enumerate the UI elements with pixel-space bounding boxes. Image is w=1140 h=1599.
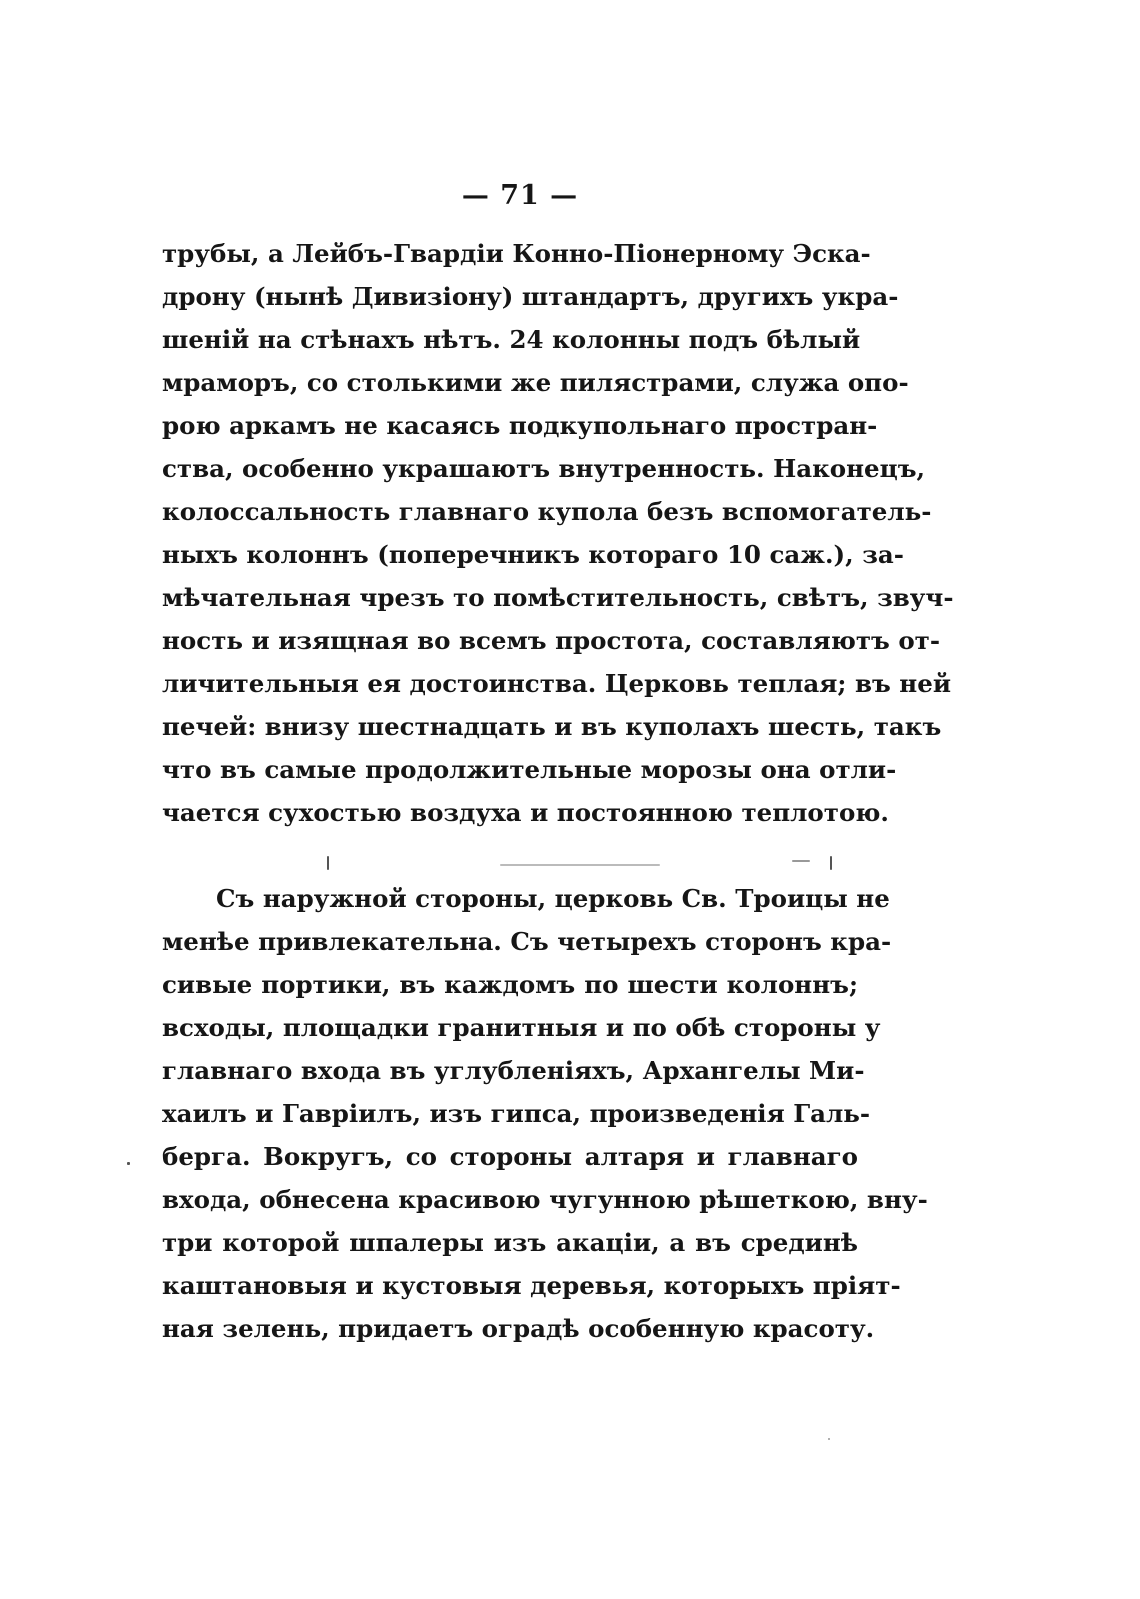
text-line: сивые портики, въ каждомъ по шести колоннъ; xyxy=(162,970,858,999)
paragraph-1 xyxy=(162,232,954,834)
text-line: дрону (нынѣ Дивизіону) штандартъ, другихъ укра- xyxy=(162,282,899,311)
scan-speck xyxy=(792,860,810,862)
text-line: шеній на стѣнахъ нѣтъ. 24 колонны подъ бѣлый xyxy=(162,325,861,354)
text-line: мраморъ, со столькими же пилястрами, служа опо- xyxy=(162,368,909,397)
text-line: чается сухостью воздуха и постоянною теплотою. xyxy=(162,798,889,827)
text-line: мѣчательная чрезъ то помѣстительность, свѣтъ, звуч- xyxy=(162,583,954,612)
text-line: печей: внизу шестнадцать и въ куполахъ шесть, такъ xyxy=(162,712,942,741)
text-line: берга. Вокругъ, со стороны алтаря и главнаго xyxy=(162,1142,858,1171)
paragraph-2 xyxy=(162,877,928,1350)
text-line: ность и изящная во всемъ простота, составляютъ от- xyxy=(162,626,941,655)
text-line: Съ наружной стороны, церковь Св. Троицы не xyxy=(216,884,890,913)
text-line: что въ самые продолжительные морозы она отли- xyxy=(162,755,897,784)
text-line: каштановыя и кустовыя деревья, которыхъ пріят- xyxy=(162,1271,901,1300)
scan-speck xyxy=(828,1438,830,1440)
text-line: рою аркамъ не касаясь подкупольнаго простран- xyxy=(162,411,878,440)
page-number: — 71 — xyxy=(461,180,579,211)
scan-speck xyxy=(327,856,329,870)
text-line: хаилъ и Гавріилъ, изъ гипса, произведенія Галь- xyxy=(162,1099,871,1128)
text-line: личительныя ея достоинства. Церковь теплая; въ ней xyxy=(162,669,952,698)
scan-speck xyxy=(127,1162,130,1165)
text-line: трубы, а Лейбъ-Гвардіи Конно-Піонерному Эска- xyxy=(162,239,871,268)
scan-speck xyxy=(500,864,660,866)
text-line: три которой шпалеры изъ акаціи, а въ срединѣ xyxy=(162,1228,858,1257)
text-line: главнаго входа въ углубленіяхъ, Архангелы Ми- xyxy=(162,1056,865,1085)
text-line: ства, особенно украшаютъ внутренность. Наконецъ, xyxy=(162,454,926,483)
scan-speck xyxy=(830,856,832,870)
text-line: менѣе привлекательна. Съ четырехъ сторонъ кра- xyxy=(162,927,892,956)
text-line: входа, обнесена красивою чугунною рѣшеткою, вну- xyxy=(162,1185,928,1214)
text-line: ныхъ колоннъ (поперечникъ котораго 10 саж.), за- xyxy=(162,540,904,569)
text-line: ная зелень, придаетъ оградѣ особенную красоту. xyxy=(162,1314,875,1343)
text-line: всходы, площадки гранитныя и по обѣ стороны у xyxy=(162,1013,881,1042)
text-line: колоссальность главнаго купола безъ вспомогатель- xyxy=(162,497,932,526)
